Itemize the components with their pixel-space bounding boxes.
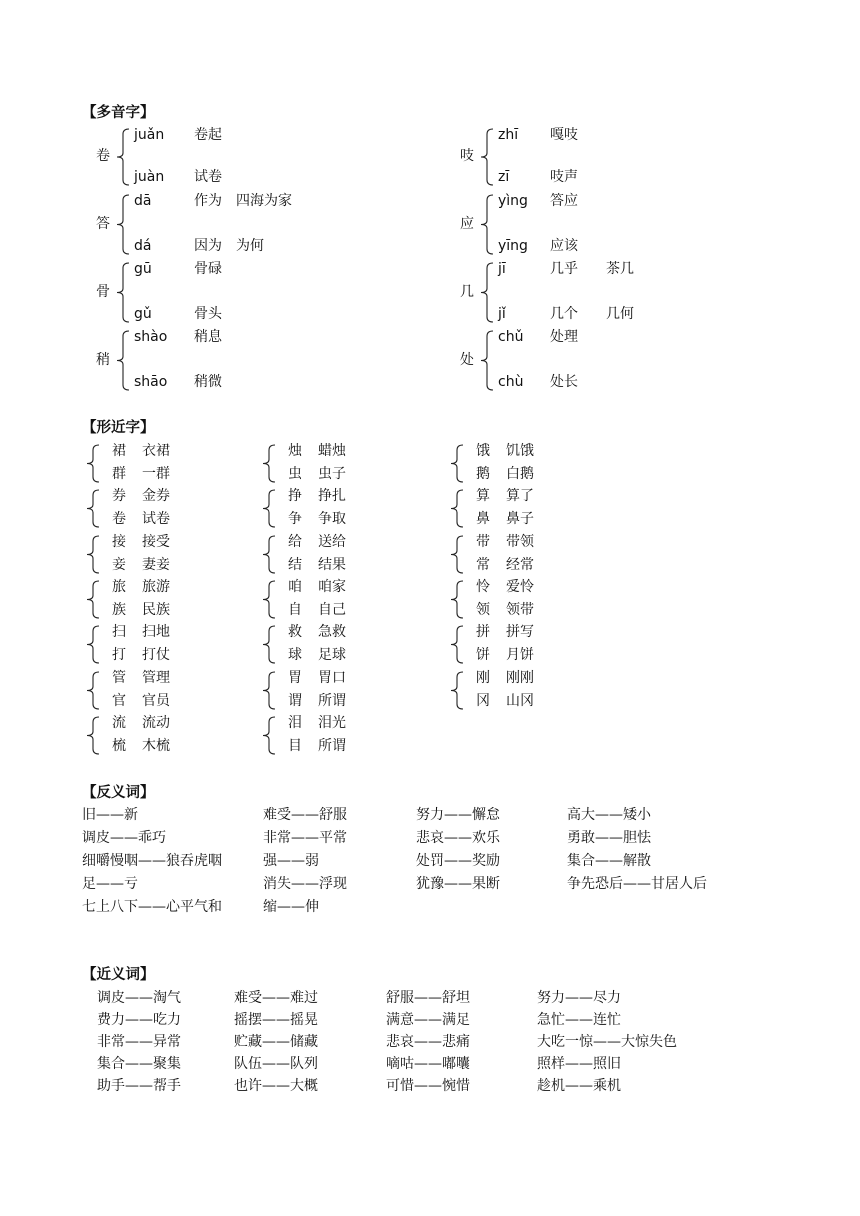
similar-char: 泪 bbox=[288, 714, 302, 731]
antonym-pair: 努力——懈怠 bbox=[416, 807, 500, 823]
brace-icon bbox=[86, 489, 100, 528]
example-word: 处长 bbox=[550, 374, 578, 390]
brace-icon bbox=[86, 535, 100, 574]
similar-char: 管 bbox=[112, 669, 126, 686]
synonym-pair: 贮藏——储藏 bbox=[234, 1034, 318, 1050]
example-word: 一群 bbox=[142, 466, 170, 482]
antonym-pair: 足——亏 bbox=[82, 876, 138, 892]
similar-char: 鼻 bbox=[476, 511, 490, 528]
brace-icon bbox=[480, 330, 494, 391]
example-word: 扫地 bbox=[142, 624, 170, 641]
example-word: 饥饿 bbox=[506, 443, 534, 459]
example-word: 嘎吱 bbox=[550, 127, 578, 143]
example-word: 流动 bbox=[142, 714, 170, 731]
example-word: 自己 bbox=[318, 601, 346, 618]
similar-char: 算 bbox=[476, 488, 490, 505]
polyphone-char: 骨 bbox=[96, 283, 110, 300]
brace-icon bbox=[450, 535, 464, 574]
similar-char: 卷 bbox=[112, 511, 126, 528]
example-word: 试卷 bbox=[194, 169, 222, 185]
antonym-pair: 旧——新 bbox=[82, 807, 138, 823]
example-word: 鼻子 bbox=[506, 511, 534, 528]
antonym-pair: 细嚼慢咽——狼吞虎咽 bbox=[82, 853, 222, 869]
brace-icon bbox=[86, 671, 100, 710]
jinyi-heading: 【近义词】 bbox=[82, 966, 155, 983]
example-word: 骨头 bbox=[194, 306, 222, 322]
example-word: 足球 bbox=[318, 647, 346, 664]
polyphone-char: 几 bbox=[460, 283, 474, 300]
brace-icon bbox=[116, 330, 130, 391]
example-word: 处理 bbox=[550, 329, 578, 345]
similar-char: 打 bbox=[112, 647, 126, 664]
example-word: 爱怜 bbox=[506, 578, 534, 595]
antonym-pair: 强——弱 bbox=[263, 853, 319, 869]
xingjin-heading: 【形近字】 bbox=[82, 419, 155, 436]
example-word: 领带 bbox=[506, 601, 534, 618]
brace-icon bbox=[86, 580, 100, 619]
example-word: 旅游 bbox=[142, 578, 170, 595]
similar-char: 目 bbox=[288, 737, 302, 754]
example-word: 所谓 bbox=[318, 692, 346, 709]
synonym-pair: 队伍——队列 bbox=[234, 1056, 318, 1072]
similar-char: 怜 bbox=[476, 578, 490, 595]
example-word: 争取 bbox=[318, 511, 346, 528]
pinyin: jī bbox=[498, 261, 506, 277]
brace-icon bbox=[480, 262, 494, 323]
pinyin: dā bbox=[134, 193, 152, 209]
example-word: 接受 bbox=[142, 533, 170, 550]
antonym-pair: 争先恐后——甘居人后 bbox=[567, 876, 707, 892]
example-word: 胃口 bbox=[318, 669, 346, 686]
brace-icon bbox=[450, 444, 464, 483]
antonym-pair: 勇敢——胆怯 bbox=[567, 830, 651, 846]
similar-char: 烛 bbox=[288, 443, 302, 459]
example-word: 答应 bbox=[550, 193, 578, 209]
brace-icon bbox=[480, 194, 494, 255]
pinyin: jǐ bbox=[498, 306, 506, 322]
brace-icon bbox=[450, 671, 464, 710]
synonym-pair: 助手——帮手 bbox=[97, 1078, 181, 1094]
polyphone-char: 应 bbox=[460, 215, 474, 232]
example-word: 民族 bbox=[142, 601, 170, 618]
similar-char: 咱 bbox=[288, 578, 302, 595]
example-word: 咱家 bbox=[318, 578, 346, 595]
antonym-pair: 犹豫——果断 bbox=[416, 876, 500, 892]
similar-char: 官 bbox=[112, 692, 126, 709]
example-word: 稍微 bbox=[194, 374, 222, 390]
brace-icon bbox=[262, 716, 276, 755]
antonym-pair: 非常——平常 bbox=[263, 830, 347, 846]
antonym-pair: 调皮——乖巧 bbox=[82, 830, 166, 846]
pinyin: gǔ bbox=[134, 306, 152, 322]
brace-icon bbox=[86, 716, 100, 755]
polyphone-char: 吱 bbox=[460, 148, 474, 164]
similar-char: 族 bbox=[112, 601, 126, 618]
antonym-pair: 难受——舒服 bbox=[263, 807, 347, 823]
example-word: 结果 bbox=[318, 556, 346, 573]
brace-icon bbox=[262, 535, 276, 574]
polyphone-char: 稍 bbox=[96, 351, 110, 368]
pinyin: juǎn bbox=[134, 127, 165, 143]
similar-char: 常 bbox=[476, 556, 490, 573]
synonym-pair: 嘀咕——嘟囔 bbox=[386, 1056, 470, 1072]
similar-char: 券 bbox=[112, 488, 126, 505]
similar-char: 争 bbox=[288, 511, 302, 528]
antonym-pair: 集合——解散 bbox=[567, 853, 651, 869]
example-word: 打仗 bbox=[142, 647, 170, 664]
example-word: 带领 bbox=[506, 533, 534, 550]
similar-char: 鹅 bbox=[476, 466, 490, 482]
similar-char: 饼 bbox=[476, 647, 490, 664]
brace-icon bbox=[450, 625, 464, 664]
brace-icon bbox=[116, 128, 130, 186]
example-word: 妻妾 bbox=[142, 556, 170, 573]
brace-icon bbox=[450, 580, 464, 619]
pinyin: zhī bbox=[498, 127, 519, 143]
example-word: 经常 bbox=[506, 556, 534, 573]
synonym-pair: 悲哀——悲痛 bbox=[386, 1034, 470, 1050]
polyphone-char: 处 bbox=[460, 351, 474, 368]
example-word: 泪光 bbox=[318, 714, 346, 731]
example-word: 山冈 bbox=[506, 692, 534, 709]
polyphone-char: 答 bbox=[96, 215, 110, 232]
antonym-pair: 缩——伸 bbox=[263, 899, 319, 915]
example-word: 几乎 茶几 bbox=[550, 261, 634, 277]
synonym-pair: 努力——尽力 bbox=[537, 990, 621, 1006]
similar-char: 带 bbox=[476, 533, 490, 550]
pinyin: dá bbox=[134, 238, 152, 254]
similar-char: 妾 bbox=[112, 556, 126, 573]
example-word: 作为 四海为家 bbox=[194, 193, 292, 209]
antonym-pair: 处罚——奖励 bbox=[416, 853, 500, 869]
pinyin: yīng bbox=[498, 238, 528, 254]
synonym-pair: 费力——吃力 bbox=[97, 1012, 181, 1028]
similar-char: 胃 bbox=[288, 669, 302, 686]
example-word: 金券 bbox=[142, 488, 170, 505]
similar-char: 扫 bbox=[112, 624, 126, 641]
synonym-pair: 趁机——乘机 bbox=[537, 1078, 621, 1094]
similar-char: 谓 bbox=[288, 692, 302, 709]
similar-char: 虫 bbox=[288, 466, 302, 482]
synonym-pair: 大吃一惊——大惊失色 bbox=[537, 1034, 677, 1050]
brace-icon bbox=[116, 262, 130, 323]
similar-char: 挣 bbox=[288, 488, 302, 505]
pinyin: gū bbox=[134, 261, 152, 277]
synonym-pair: 舒服——舒坦 bbox=[386, 990, 470, 1006]
example-word: 月饼 bbox=[506, 647, 534, 664]
similar-char: 自 bbox=[288, 601, 302, 618]
example-word: 因为 为何 bbox=[194, 238, 264, 254]
similar-char: 饿 bbox=[476, 443, 490, 459]
synonym-pair: 满意——满足 bbox=[386, 1012, 470, 1028]
synonym-pair: 调皮——淘气 bbox=[97, 990, 181, 1006]
example-word: 官员 bbox=[142, 692, 170, 709]
example-word: 几个 几何 bbox=[550, 306, 634, 322]
similar-char: 救 bbox=[288, 624, 302, 641]
similar-char: 结 bbox=[288, 556, 302, 573]
synonym-pair: 非常——异常 bbox=[97, 1034, 181, 1050]
pinyin: juàn bbox=[134, 169, 165, 185]
example-word: 算了 bbox=[506, 488, 534, 505]
example-word: 虫子 bbox=[318, 466, 346, 482]
brace-icon bbox=[116, 194, 130, 255]
synonym-pair: 集合——聚集 bbox=[97, 1056, 181, 1072]
brace-icon bbox=[262, 489, 276, 528]
pinyin: shāo bbox=[134, 374, 168, 390]
example-word: 白鹅 bbox=[506, 466, 534, 482]
brace-icon bbox=[262, 671, 276, 710]
similar-char: 旅 bbox=[112, 578, 126, 595]
similar-char: 群 bbox=[112, 466, 126, 482]
example-word: 蜡烛 bbox=[318, 443, 346, 459]
example-word: 骨碌 bbox=[194, 261, 222, 277]
example-word: 应该 bbox=[550, 238, 578, 254]
example-word: 急救 bbox=[318, 624, 346, 641]
example-word: 卷起 bbox=[194, 127, 222, 143]
brace-icon bbox=[262, 580, 276, 619]
brace-icon bbox=[450, 489, 464, 528]
similar-char: 拼 bbox=[476, 624, 490, 641]
brace-icon bbox=[86, 625, 100, 664]
synonym-pair: 照样——照旧 bbox=[537, 1056, 621, 1072]
similar-char: 流 bbox=[112, 714, 126, 731]
pinyin: chǔ bbox=[498, 329, 524, 345]
example-word: 吱声 bbox=[550, 169, 578, 185]
example-word: 试卷 bbox=[142, 511, 170, 528]
antonym-pair: 七上八下——心平气和 bbox=[82, 899, 222, 915]
similar-char: 领 bbox=[476, 601, 490, 618]
brace-icon bbox=[262, 444, 276, 483]
brace-icon bbox=[86, 444, 100, 483]
example-word: 刚刚 bbox=[506, 669, 534, 686]
example-word: 送给 bbox=[318, 533, 346, 550]
synonym-pair: 也许——大概 bbox=[234, 1078, 318, 1094]
antonym-pair: 消失——浮现 bbox=[263, 876, 347, 892]
pinyin: yìng bbox=[498, 193, 528, 209]
example-word: 拼写 bbox=[506, 624, 534, 641]
example-word: 挣扎 bbox=[318, 488, 346, 505]
brace-icon bbox=[262, 625, 276, 664]
similar-char: 刚 bbox=[476, 669, 490, 686]
example-word: 管理 bbox=[142, 669, 170, 686]
example-word: 稍息 bbox=[194, 329, 222, 345]
antonym-pair: 高大——矮小 bbox=[567, 807, 651, 823]
synonym-pair: 急忙——连忙 bbox=[537, 1012, 621, 1028]
pinyin: zī bbox=[498, 169, 510, 185]
antonym-pair: 悲哀——欢乐 bbox=[416, 830, 500, 846]
synonym-pair: 摇摆——摇晃 bbox=[234, 1012, 318, 1028]
similar-char: 给 bbox=[288, 533, 302, 550]
similar-char: 裙 bbox=[112, 443, 126, 459]
example-word: 衣裙 bbox=[142, 443, 170, 459]
brace-icon bbox=[480, 128, 494, 186]
fanyi-heading: 【反义词】 bbox=[82, 784, 155, 801]
similar-char: 梳 bbox=[112, 737, 126, 754]
example-word: 木梳 bbox=[142, 737, 170, 754]
synonym-pair: 可惜——惋惜 bbox=[386, 1078, 470, 1094]
pinyin: chù bbox=[498, 374, 524, 390]
duoyin-heading: 【多音字】 bbox=[82, 104, 155, 121]
similar-char: 冈 bbox=[476, 692, 490, 709]
similar-char: 球 bbox=[288, 647, 302, 664]
polyphone-char: 卷 bbox=[96, 148, 110, 164]
synonym-pair: 难受——难过 bbox=[234, 990, 318, 1006]
similar-char: 接 bbox=[112, 533, 126, 550]
example-word: 所谓 bbox=[318, 737, 346, 754]
pinyin: shào bbox=[134, 329, 168, 345]
